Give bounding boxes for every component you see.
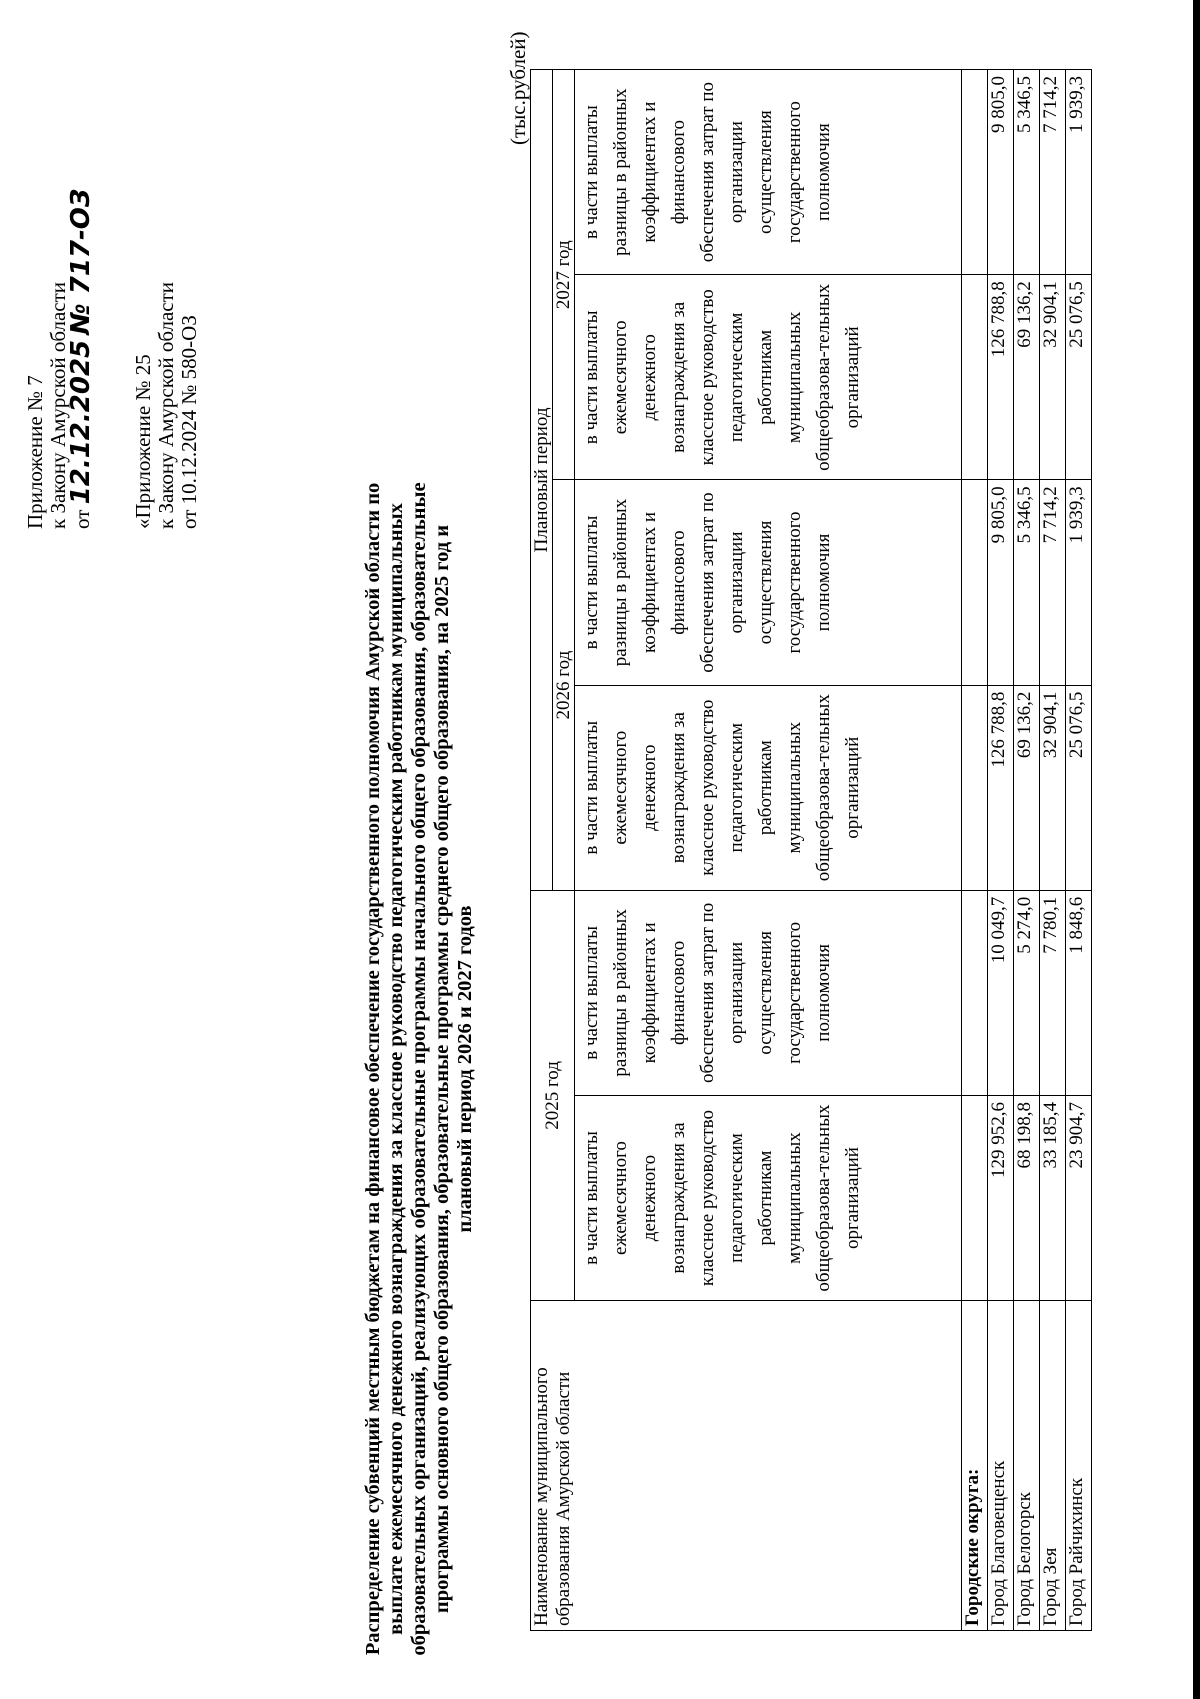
previous-appendix-date: от 10.12.2024 № 580-ОЗ <box>177 315 201 529</box>
value-2025-coefficients: 5 274,0 <box>1014 890 1040 1095</box>
subvention-table <box>530 69 1092 1631</box>
municipality-name: Город Благовещенск <box>988 1301 1014 1631</box>
value-2025-coefficients: 10 049,7 <box>988 890 1014 1095</box>
table-row <box>988 70 1014 1631</box>
previous-appendix-number: «Приложение № 25 <box>131 354 155 529</box>
value-2027-coefficients: 1 939,3 <box>1066 70 1092 275</box>
appendix-number: Приложение № 7 <box>23 375 47 529</box>
handwritten-number: № 717-ОЗ <box>66 188 96 335</box>
group-label: Городские округа: <box>962 1301 988 1631</box>
value-2027-coefficients: 7 714,2 <box>1040 70 1066 275</box>
municipality-name: Город Белогорск <box>1014 1301 1040 1631</box>
value-2027-salary: 69 136,2 <box>1014 275 1040 480</box>
value-2025-salary: 129 952,6 <box>988 1095 1014 1300</box>
municipality-name: Город Зея <box>1040 1301 1066 1631</box>
value-2026-salary: 126 788,8 <box>988 685 1014 890</box>
value-2027-salary: 25 076,5 <box>1066 275 1092 480</box>
scan-edge-border <box>1193 0 1200 1699</box>
previous-appendix-header <box>132 282 201 529</box>
header-2027-salary: в части выплаты ежемесячного денежного вознаграждения за классное руководство педагогическим работникам муниципальных общеобразова-тельных организаций <box>575 275 962 480</box>
value-2027-coefficients: 5 346,5 <box>1014 70 1040 275</box>
group-row <box>962 70 988 1631</box>
appendix-law: к Закону Амурской области <box>46 281 70 529</box>
value-2026-coefficients: 9 805,0 <box>988 480 1014 685</box>
value-2025-salary: 33 185,4 <box>1040 1095 1066 1300</box>
value-2026-salary: 32 904,1 <box>1040 685 1066 890</box>
header-year-2025: 2025 год <box>531 890 575 1300</box>
value-2026-coefficients: 1 939,3 <box>1066 480 1092 685</box>
previous-appendix-law: к Закону Амурской области <box>154 281 178 529</box>
table-row <box>1040 70 1066 1631</box>
value-2025-coefficients: 1 848,6 <box>1066 890 1092 1095</box>
header-2027-coefficients: в части выплаты разницы в районных коэффициентах и финансового обеспечения затрат по организации осуществления государственного полномочия <box>575 70 962 275</box>
value-2026-coefficients: 7 714,2 <box>1040 480 1066 685</box>
header-planned-period: Плановый период <box>531 70 553 891</box>
value-2027-salary: 32 904,1 <box>1040 275 1066 480</box>
value-2027-coefficients: 9 805,0 <box>988 70 1014 275</box>
value-2026-salary: 69 136,2 <box>1014 685 1040 890</box>
header-year-2027: 2027 год <box>553 70 575 480</box>
handwritten-date: 12.12.2025 <box>66 339 96 505</box>
value-2025-salary: 68 198,8 <box>1014 1095 1040 1300</box>
value-2027-salary: 126 788,8 <box>988 275 1014 480</box>
table-row <box>1066 70 1092 1631</box>
unit-label: (тыс.рублей) <box>506 31 530 145</box>
document-title: Распределение субвенций местным бюджетам на финансовое обеспечение государственного полномочия Амурской области по выплате ежемесячного денежного вознаграждения за классное руководство педагогическим работникам муниципальных образовательных организаций, реализующих образовательные программы начального общего образования, образовательные программы основного общего образования, образовательные программы среднего общего образования, на 2025 год и плановый период 2026 и 2027 годов <box>362 482 476 1656</box>
value-2026-coefficients: 5 346,5 <box>1014 480 1040 685</box>
appendix-date: от 12.12.2025 № 717-ОЗ <box>66 188 96 529</box>
header-year-2026: 2026 год <box>553 480 575 890</box>
value-2025-salary: 23 904,7 <box>1066 1095 1092 1300</box>
municipality-name: Город Райчихинск <box>1066 1301 1092 1631</box>
header-2025-coefficients: в части выплаты разницы в районных коэффициентах и финансового обеспечения затрат по организации осуществления государственного полномочия <box>575 890 962 1095</box>
header-2025-salary: в части выплаты ежемесячного денежного вознаграждения за классное руководство педагогическим работникам муниципальных общеобразова-тельных организаций <box>575 1095 962 1300</box>
header-municipality: Наименование муниципального образования Амурской области <box>531 1301 962 1631</box>
value-2025-coefficients: 7 780,1 <box>1040 890 1066 1095</box>
table-row <box>1014 70 1040 1631</box>
value-2026-salary: 25 076,5 <box>1066 685 1092 890</box>
header-2026-coefficients: в части выплаты разницы в районных коэффициентах и финансового обеспечения затрат по организации осуществления государственного полномочия <box>575 480 962 685</box>
appendix-header <box>24 189 94 529</box>
header-2026-salary: в части выплаты ежемесячного денежного вознаграждения за классное руководство педагогическим работникам муниципальных общеобразова-тельных организаций <box>575 685 962 890</box>
